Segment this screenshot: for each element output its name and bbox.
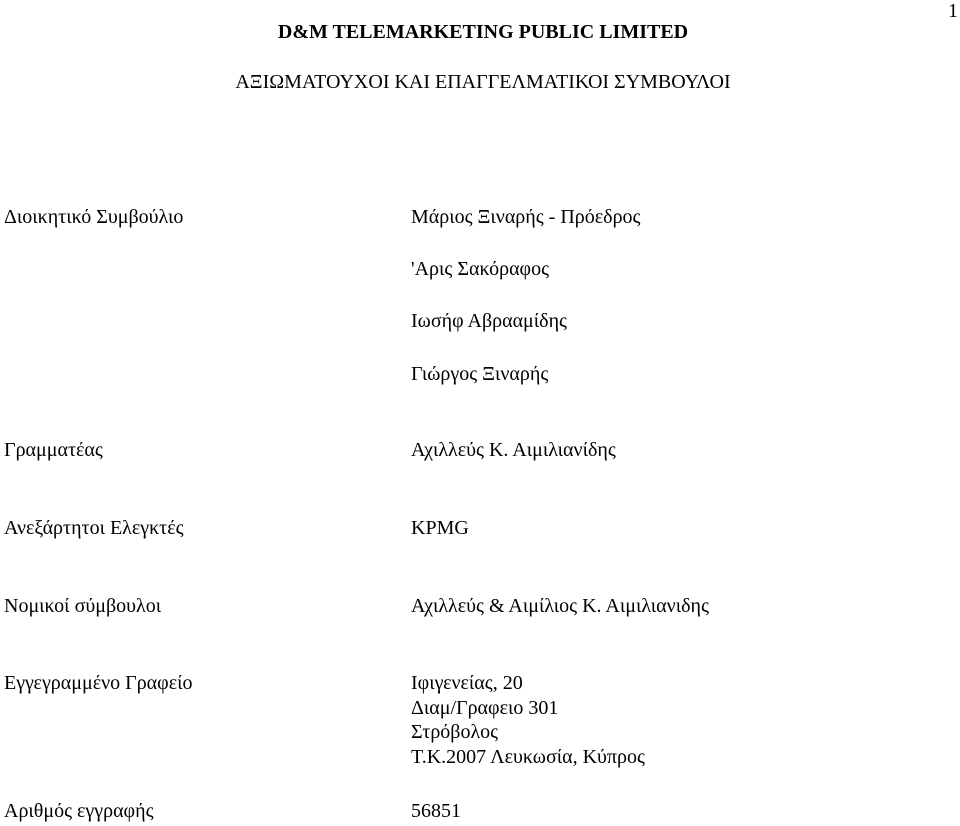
registered-office-label: Εγγεγραμμένο Γραφείο [4,672,193,694]
document-subtitle: ΑΞΙΩΜΑΤΟΥΧΟΙ ΚΑΙ ΕΠΑΓΓΕΛΜΑΤΙΚΟΙ ΣΥΜΒΟΥΛΟΙ [235,71,731,93]
board-member: Μάριος Ξιναρής - Πρόεδρος [411,206,641,228]
legal-advisors-label: Νομικοί σύμβουλοι [4,595,162,617]
secretary-value: Αχιλλεύς Κ. Αιμιλιανίδης [411,439,616,461]
registration-number-value: 56851 [411,800,461,822]
auditors-label: Ανεξάρτητοι Ελεγκτές [4,517,184,539]
legal-advisors-value: Αχιλλεύς & Αιμίλιος Κ. Αιμιλιανιδης [411,595,709,617]
board-member: 'Αρις Σακόραφος [411,258,550,280]
company-name: D&M TELEMARKETING PUBLIC LIMITED [277,21,689,43]
board-member: Γιώργος Ξιναρής [411,363,549,385]
registered-office-address [411,671,645,769]
auditors-value: KPMG [411,517,469,539]
address-line: Τ.Κ.2007 Λευκωσία, Κύπρος [411,745,645,768]
registration-number-label: Αριθμός εγγραφής [4,800,154,822]
address-line: Στρόβολος [411,721,499,743]
secretary-label: Γραμματέας [4,439,103,461]
address-line: Ιφιγενείας, 20 [411,672,523,694]
board-label: Διοικητικό Συμβούλιο [4,206,184,228]
page-number: 1 [948,0,958,22]
board-member: Ιωσήφ Αβρααμίδης [411,310,567,332]
address-line: Διαμ/Γραφειο 301 [411,696,559,719]
